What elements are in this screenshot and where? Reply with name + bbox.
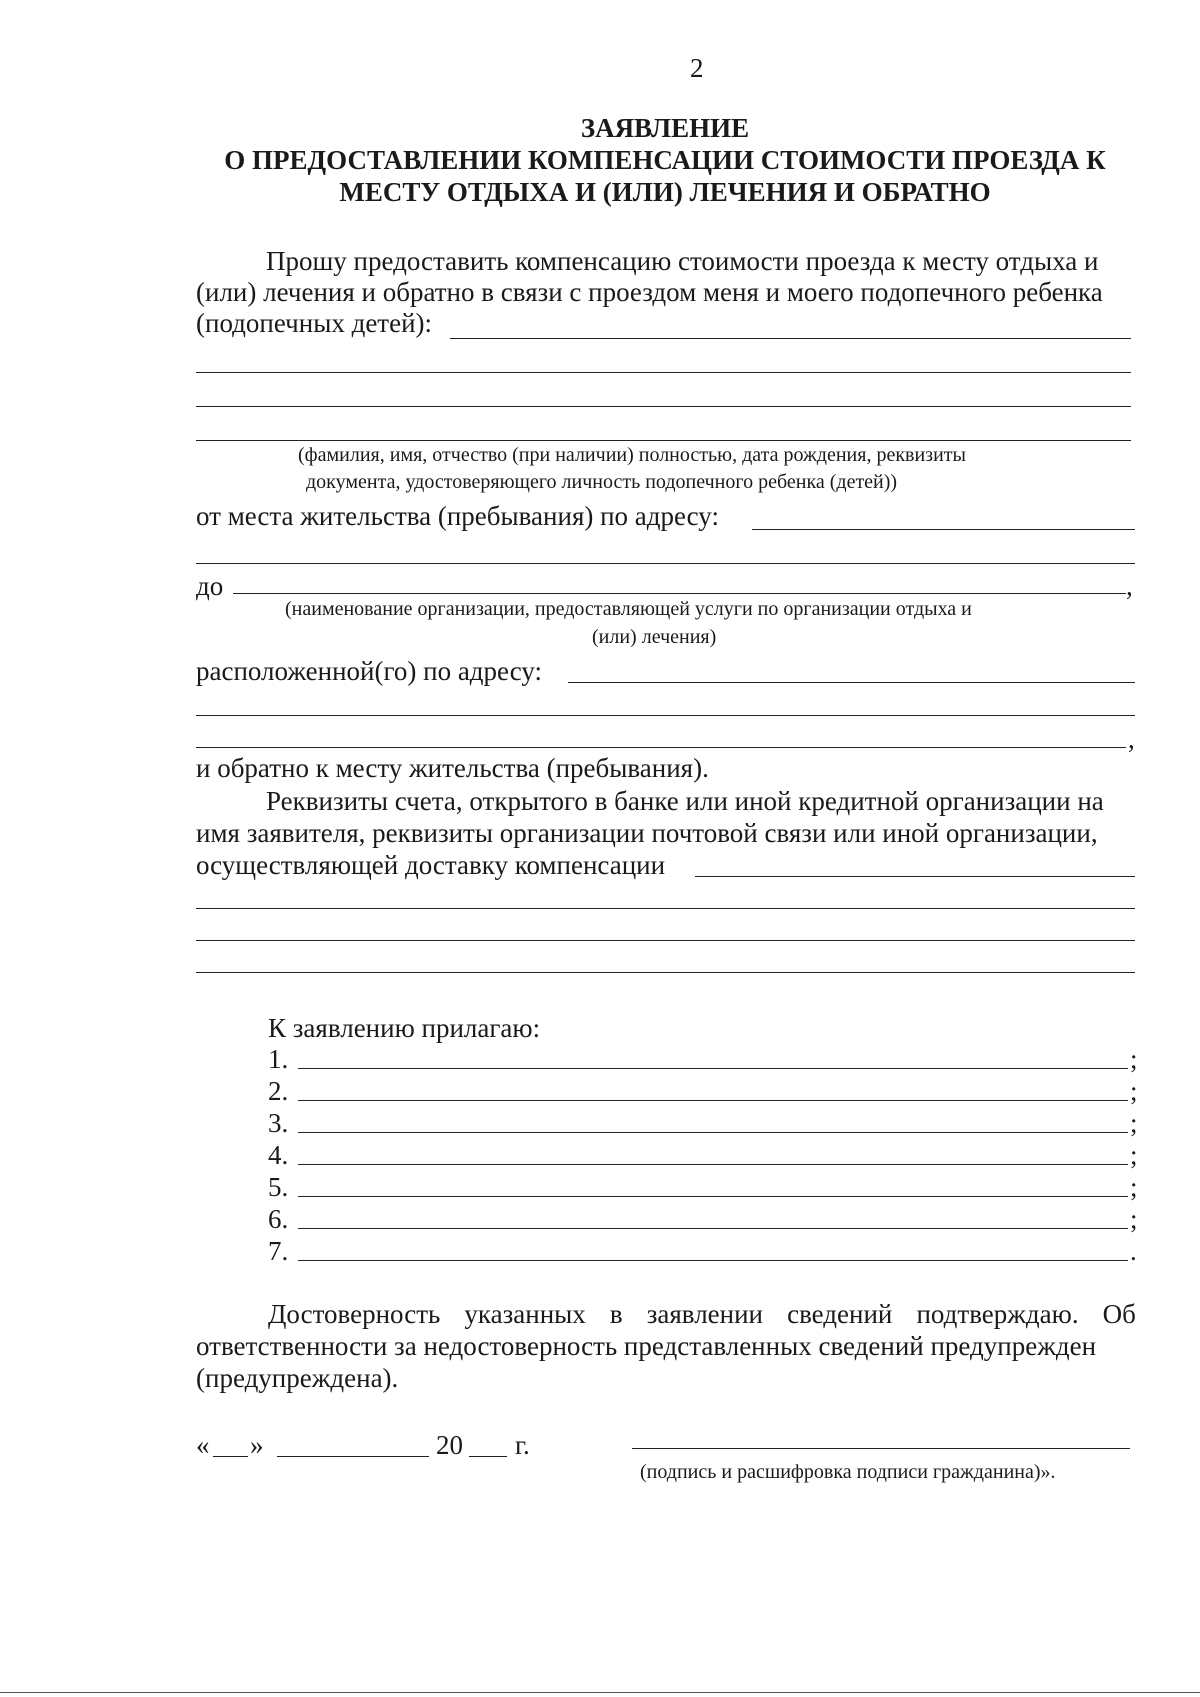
organization-field-line[interactable] bbox=[233, 593, 1126, 594]
signature-hint: (подпись и расшифровка подписи гражданина)». bbox=[640, 1461, 1056, 1483]
attachment-number: 5. bbox=[268, 1172, 289, 1202]
attachment-number: 7. bbox=[268, 1236, 289, 1266]
attachment-end: ; bbox=[1130, 1044, 1138, 1074]
children-field-hint-2: документа, удостоверяющего личность подопечного ребенка (детей)) bbox=[306, 471, 898, 493]
date-year-prefix: 20 bbox=[436, 1430, 463, 1460]
attachment-number: 6. bbox=[268, 1204, 289, 1234]
located-address-comma: , bbox=[1128, 724, 1135, 754]
attachment-field[interactable] bbox=[298, 1196, 1128, 1197]
attachment-field[interactable] bbox=[298, 1100, 1128, 1101]
children-field-line-2[interactable] bbox=[196, 372, 1131, 373]
attachment-number: 3. bbox=[268, 1108, 289, 1138]
located-address-line-1[interactable] bbox=[568, 682, 1135, 683]
document-title-line-1: ЗАЯВЛЕНИЕ bbox=[580, 113, 750, 143]
confirmation-line-2: ответственности за недостоверность представленных сведений предупрежден bbox=[196, 1331, 1097, 1361]
organization-hint-1: (наименование организации, предоставляющей услуги по организации отдыха и bbox=[285, 598, 972, 620]
attachment-end: ; bbox=[1130, 1172, 1138, 1202]
request-line-2: (или) лечения и обратно в связи с проездом меня и моего подопечного ребенка bbox=[196, 277, 1103, 307]
attachment-field[interactable] bbox=[298, 1132, 1128, 1133]
attachment-number: 1. bbox=[268, 1044, 289, 1074]
confirmation-word: сведений bbox=[787, 1299, 893, 1329]
page-number: 2 bbox=[690, 53, 704, 83]
located-address-label: расположенной(го) по адресу: bbox=[196, 656, 542, 686]
confirmation-line-3: (предупреждена). bbox=[196, 1363, 399, 1393]
attachment-field[interactable] bbox=[298, 1260, 1128, 1261]
confirmation-line-1 bbox=[268, 1298, 1136, 1330]
attachment-field[interactable] bbox=[298, 1228, 1128, 1229]
attachment-end: . bbox=[1130, 1236, 1137, 1266]
to-label: до bbox=[196, 571, 224, 601]
organization-comma: , bbox=[1126, 571, 1133, 601]
bank-line-3: осуществляющей доставку компенсации bbox=[196, 850, 666, 880]
document-title-line-2: О ПРЕДОСТАВЛЕНИИ КОМПЕНСАЦИИ СТОИМОСТИ ПРОЕЗДА К bbox=[224, 145, 1106, 175]
attachment-field[interactable] bbox=[298, 1068, 1128, 1069]
bank-details-line-3[interactable] bbox=[196, 940, 1135, 941]
confirmation-word: в bbox=[609, 1299, 623, 1329]
confirmation-word: указанных bbox=[464, 1299, 586, 1329]
attachment-end: ; bbox=[1130, 1140, 1138, 1170]
confirmation-word: заявлении bbox=[646, 1299, 764, 1329]
date-day-field[interactable] bbox=[213, 1456, 248, 1457]
request-line-1: Прошу предоставить компенсацию стоимости проезда к месту отдыха и bbox=[266, 246, 1099, 276]
organization-hint-2: (или) лечения) bbox=[592, 626, 717, 648]
bank-line-1: Реквизиты счета, открытого в банке или иной кредитной организации на bbox=[266, 786, 1104, 816]
located-address-line-2[interactable] bbox=[196, 715, 1135, 716]
attachment-end: ; bbox=[1130, 1076, 1138, 1106]
from-address-line-2[interactable] bbox=[196, 563, 1135, 564]
attachment-end: ; bbox=[1130, 1108, 1138, 1138]
signature-field[interactable] bbox=[632, 1448, 1130, 1449]
bank-details-line-1[interactable] bbox=[695, 876, 1135, 877]
attachment-end: ; bbox=[1130, 1204, 1138, 1234]
page-bottom-edge bbox=[0, 1692, 1200, 1693]
confirmation-word: Об bbox=[1102, 1299, 1136, 1329]
attachment-field[interactable] bbox=[298, 1164, 1128, 1165]
return-text: и обратно к месту жительства (пребывания). bbox=[196, 753, 709, 783]
confirmation-word: подтверждаю. bbox=[916, 1299, 1079, 1329]
attachments-heading: К заявлению прилагаю: bbox=[268, 1013, 541, 1043]
children-field-line-3[interactable] bbox=[196, 406, 1131, 407]
confirmation-word: Достоверность bbox=[268, 1299, 441, 1329]
from-address-line-1[interactable] bbox=[752, 529, 1135, 530]
children-field-line-4[interactable] bbox=[196, 440, 1131, 441]
date-year-suffix: г. bbox=[515, 1430, 530, 1460]
date-month-field[interactable] bbox=[277, 1456, 429, 1457]
children-field-hint-1: (фамилия, имя, отчество (при наличии) полностью, дата рождения, реквизиты bbox=[298, 444, 966, 466]
from-address-label: от места жительства (пребывания) по адресу: bbox=[196, 501, 719, 531]
date-close-quote: » bbox=[250, 1430, 264, 1460]
attachment-number: 2. bbox=[268, 1076, 289, 1106]
bank-details-line-4[interactable] bbox=[196, 972, 1135, 973]
bank-line-2: имя заявителя, реквизиты организации почтовой связи или иной организации, bbox=[196, 818, 1098, 848]
located-address-line-3[interactable] bbox=[196, 747, 1126, 748]
attachment-number: 4. bbox=[268, 1140, 289, 1170]
children-field-line-1[interactable] bbox=[450, 338, 1131, 339]
date-year-field[interactable] bbox=[469, 1456, 507, 1457]
date-open-quote: « bbox=[196, 1430, 210, 1460]
bank-details-line-2[interactable] bbox=[196, 908, 1135, 909]
document-title-line-3: МЕСТУ ОТДЫХА И (ИЛИ) ЛЕЧЕНИЯ И ОБРАТНО bbox=[339, 177, 991, 207]
request-line-3: (подопечных детей): bbox=[196, 308, 433, 338]
